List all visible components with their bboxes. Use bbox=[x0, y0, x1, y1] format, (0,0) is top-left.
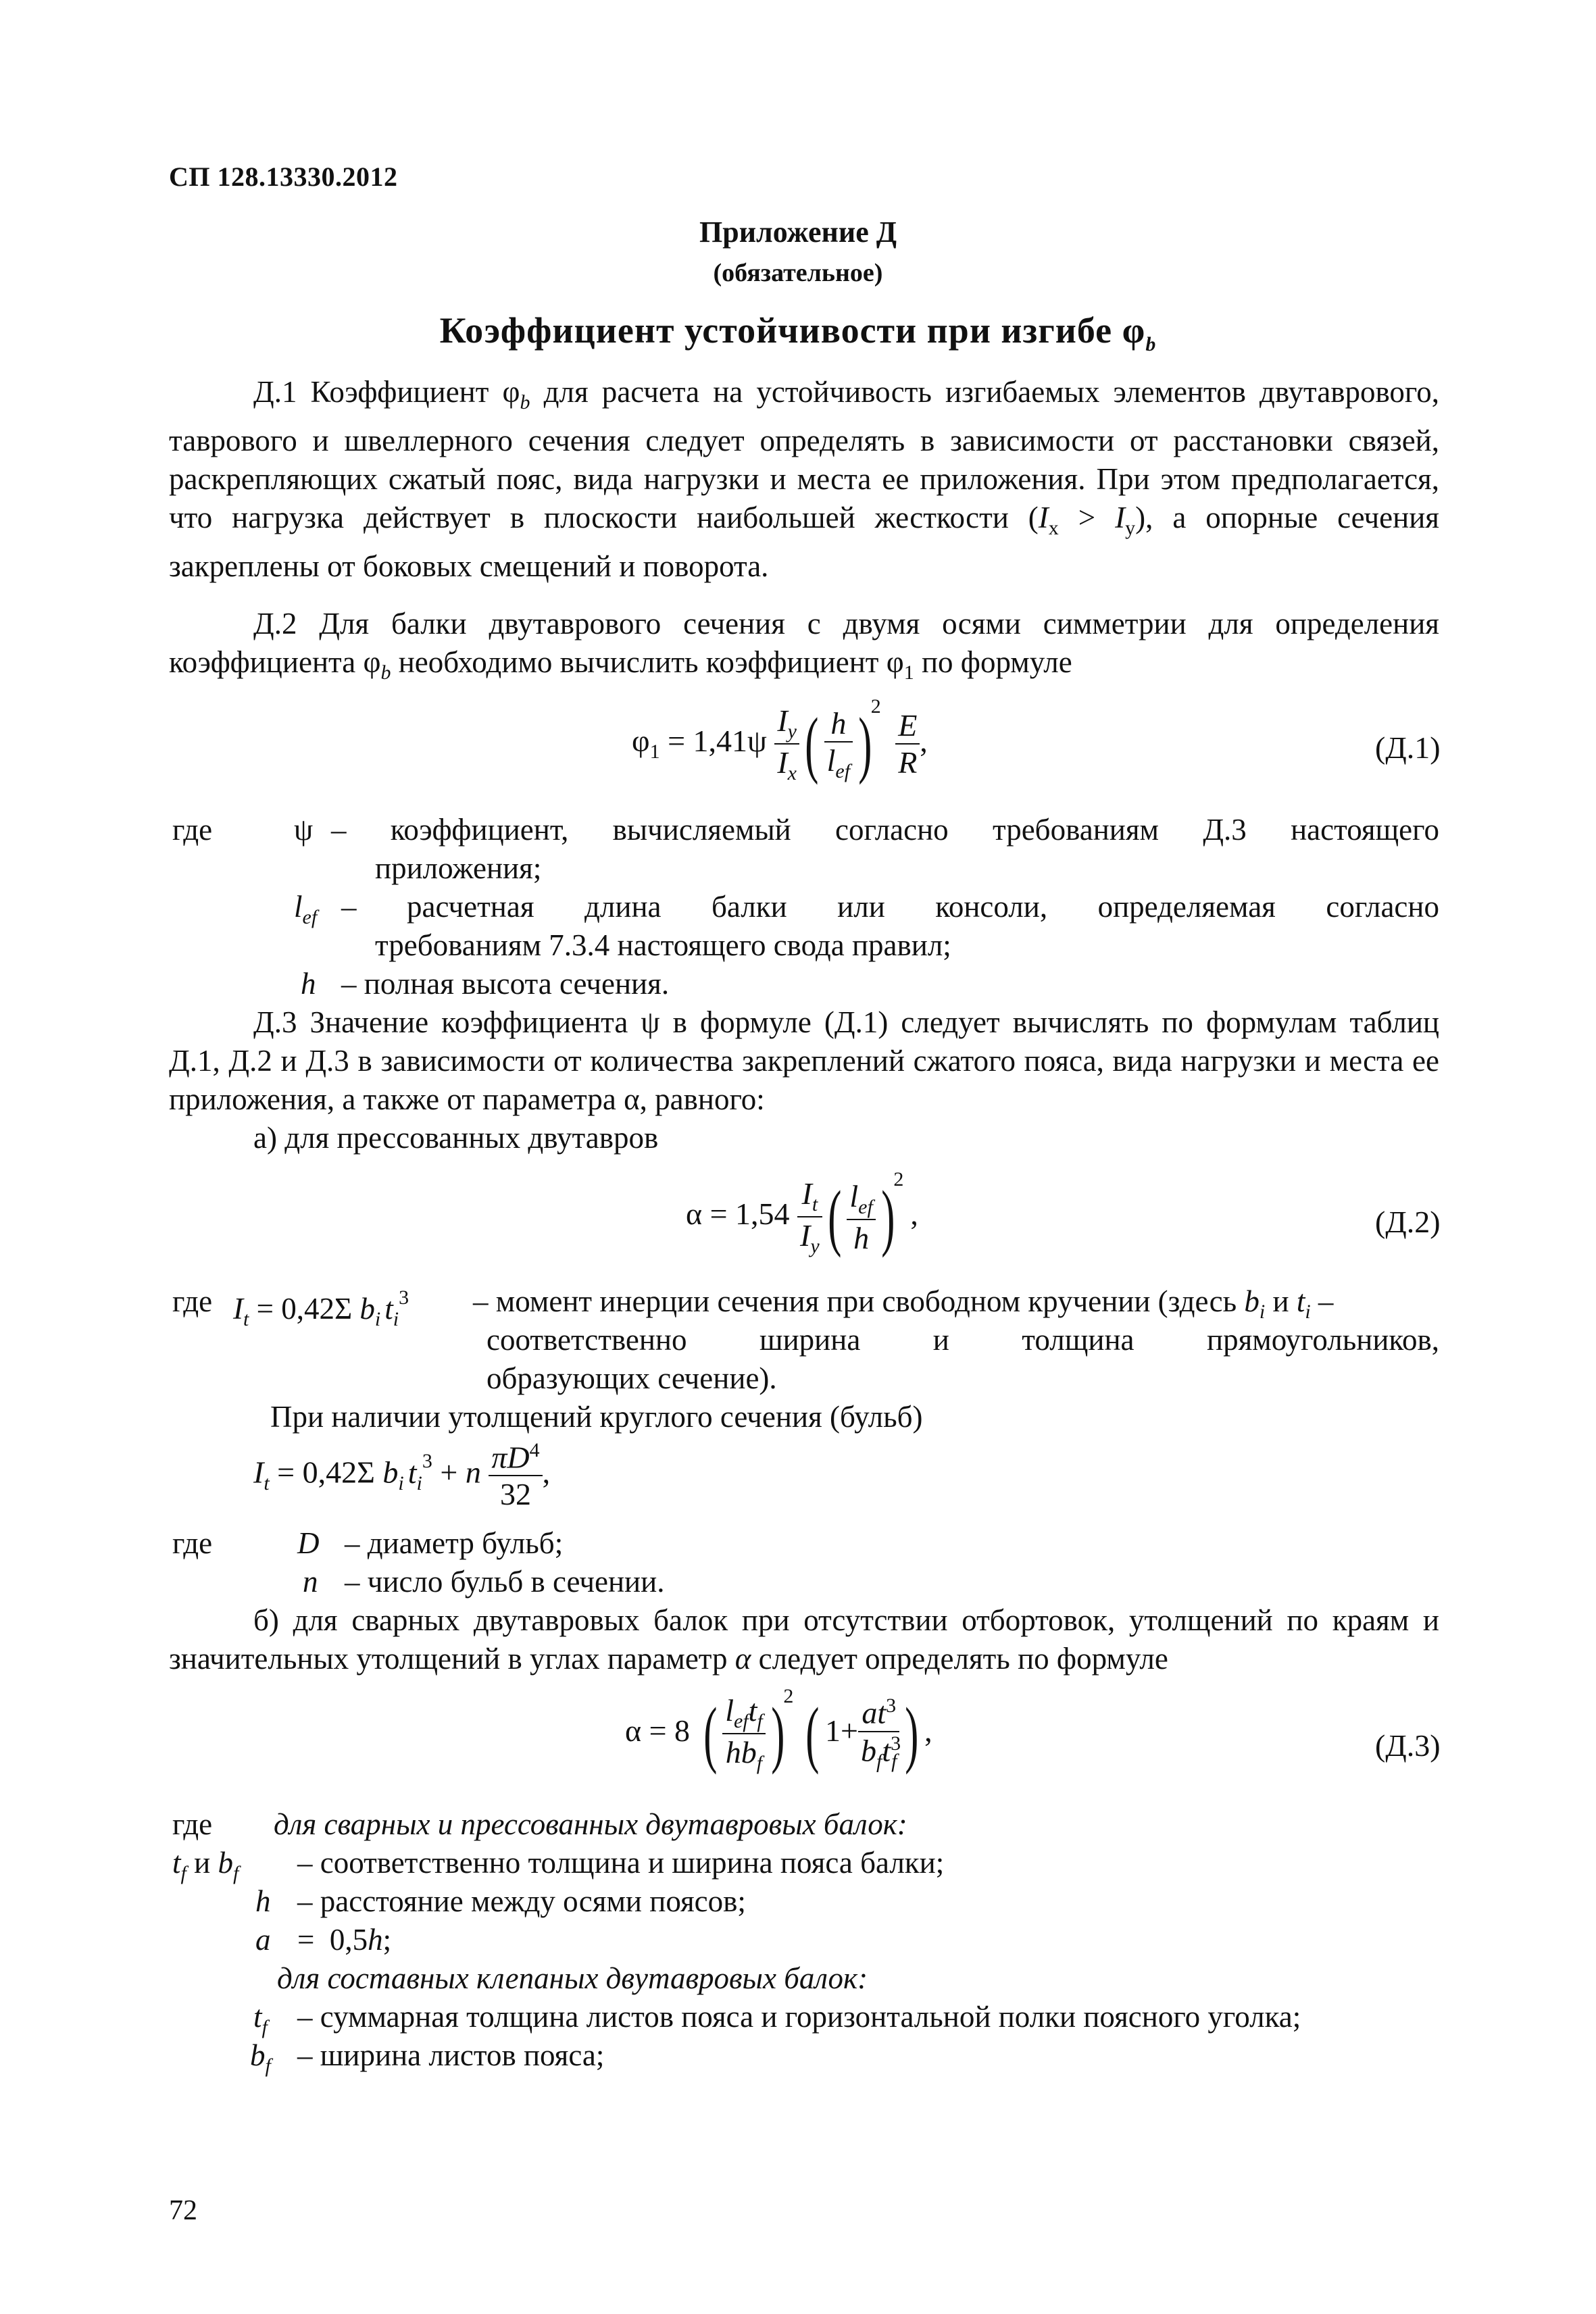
fraction-h-lef: $\frac{h}{l_{ef}}$ bbox=[824, 705, 853, 783]
page-number: 72 bbox=[169, 2195, 197, 2226]
lef-definition: – расчетная длина балки или консоли, определяемая согласно bbox=[341, 890, 1439, 924]
h-symbol: h bbox=[301, 967, 316, 1001]
lef-definition-cont: требованиям 7.3.4 настоящего свода правил; bbox=[375, 928, 951, 962]
fraction-lef-h: $\frac{l_{ef}}{h}$ bbox=[847, 1178, 875, 1256]
fraction-pid4-32: $\frac{\pi D^4}{32}$ bbox=[489, 1439, 542, 1512]
tf-bf-definition: – соответственно толщина и ширина пояса балки; bbox=[297, 1846, 945, 1880]
where-label-4: где bbox=[172, 1807, 213, 1841]
d-definition: – диаметр бульб; bbox=[345, 1526, 564, 1560]
item-b: б) для сварных двутавровых балок при отсутствии отбортовок, утолщений по краям и значительных утолщений в углах параметр α следует определять по формуле bbox=[169, 1603, 1439, 1676]
it-definition: – момент инерции сечения при свободном кручении (здесь $b_i$ и $t_i$ – bbox=[473, 1284, 1334, 1323]
where-label: где bbox=[172, 813, 213, 847]
it-definition-cont-2: образующих сечение). bbox=[487, 1361, 777, 1395]
where-label-2: где bbox=[172, 1284, 213, 1318]
where-label-3: где bbox=[172, 1526, 213, 1560]
h-definition-2: – расстояние между осями поясов; bbox=[297, 1884, 746, 1918]
it-formula: $I_t = 0,42\Sigma$ $b_i$ $t_i^3$ bbox=[233, 1286, 409, 1330]
psi-definition: – коэффициент, вычисляемый согласно требованиям Д.3 настоящего bbox=[331, 813, 1439, 847]
equation-number-d1: (Д.1) bbox=[1375, 730, 1441, 765]
fraction-e-r: $\frac{E}{R}$ bbox=[895, 707, 920, 780]
standard-code: СП 128.13330.2012 bbox=[169, 161, 398, 192]
lef-symbol: $l_{ef}$ bbox=[294, 890, 318, 928]
psi-definition-cont: приложения; bbox=[375, 851, 542, 885]
h-definition: – полная высота сечения. bbox=[341, 967, 670, 1001]
bulb-formula: $I_t = 0,42\Sigma$ $b_i$ $t_i^3 + n$ $\frac{\pi D^4}{32}$ , bbox=[253, 1439, 551, 1512]
h-symbol-2: h bbox=[255, 1884, 271, 1918]
bf-definition: – ширина листов пояса; bbox=[297, 2038, 605, 2072]
bulb-intro: При наличии утолщений круглого сечения (бульб) bbox=[270, 1400, 923, 1434]
d-symbol: D bbox=[297, 1526, 320, 1560]
n-definition: – число бульб в сечении. bbox=[345, 1565, 665, 1599]
paragraph-d1: Д.1 Коэффициент $\varphi_b$ для расчета на устойчивость изгибаемых элементов двутаврового, таврового и швеллерного сечения следует определять в зависимости от расстановки связей, раскрепляющих сжатый пояс, вида нагрузки и места ее приложения. При этом предполагается, что нагрузка действует в плоскости наибольшей жесткости $(I_x > I_y)$, а опорные сечения закреплены от боковых смещений и поворота. bbox=[169, 375, 1440, 583]
item-a: а) для прессованных двутавров bbox=[253, 1121, 659, 1155]
a-symbol: a bbox=[255, 1923, 271, 1957]
tf-bf-symbols: $t_f$ и $b_f$ bbox=[172, 1846, 239, 1884]
a-definition: = 0,5h; bbox=[297, 1923, 392, 1957]
paragraph-d2: Д.2 Для балки двутаврового сечения с двумя осями симметрии для определения коэффициента $\varphi_b$ необходимо вычислить коэффициент $\varphi_1$ по формуле bbox=[169, 607, 1439, 684]
section-heading: Коэффициент устойчивости при изгибе $\varphi_b$ bbox=[439, 310, 1157, 355]
riveted-header: для составных клепаных двутавровых балок: bbox=[277, 1961, 868, 1995]
psi-symbol: ψ bbox=[294, 813, 314, 847]
appendix-title: Приложение Д bbox=[699, 216, 897, 249]
tf-symbol: $t_f$ bbox=[253, 2000, 268, 2038]
equation-number-d2: (Д.2) bbox=[1375, 1205, 1441, 1239]
equation-number-d3: (Д.3) bbox=[1375, 1728, 1441, 1763]
paragraph-d3: Д.3 Значение коэффициента ψ в формуле (Д.1) следует вычислять по формулам таблиц Д.1, Д.2 и Д.3 в зависимости от количества закреплений сжатого пояса, вида нагрузки и места ее приложения, а также от параметра α, равного: bbox=[169, 1005, 1439, 1116]
bf-symbol: $b_f$ bbox=[250, 2038, 271, 2077]
equation-d2: α = 1,54 $\frac{I_t}{I_y}$ ( $\frac{l_{ef}}{h}$ )$^2$, bbox=[686, 1168, 918, 1259]
fraction-it-iy: $\frac{I_t}{I_y}$ bbox=[797, 1176, 822, 1258]
it-definition-cont: соответственно ширина и толщина прямоугольников, bbox=[487, 1323, 1439, 1357]
appendix-subtitle: (обязательное) bbox=[713, 259, 883, 287]
fraction-iy-ix: $\frac{I_y}{I_x}$ bbox=[774, 703, 799, 785]
welded-header: для сварных и прессованных двутавровых балок: bbox=[274, 1807, 907, 1841]
fraction-leftf-hbf: $\frac{l_{ef}t_f}{hb_f}$ bbox=[722, 1692, 766, 1775]
tf-definition: – суммарная толщина листов пояса и горизонтальной полки поясного уголка; bbox=[297, 2000, 1301, 2034]
equation-d1: $\varphi_1 = 1,41\psi$ $\frac{I_y}{I_x}$ ( $\frac{h}{l_{ef}}$ )$^2$ $\frac{E}{R}$ , bbox=[632, 695, 928, 786]
n-symbol: n bbox=[303, 1565, 318, 1599]
fraction-at3-bftf3: $\frac{at^3}{b_ft^3_f}$ bbox=[858, 1694, 899, 1773]
equation-d3: α = 8 ( $\frac{l_{ef}t_f}{hb_f}$ )$^2$ ( 1+ $\frac{at^3}{b_ft^3_f}$ ) , bbox=[625, 1685, 932, 1776]
